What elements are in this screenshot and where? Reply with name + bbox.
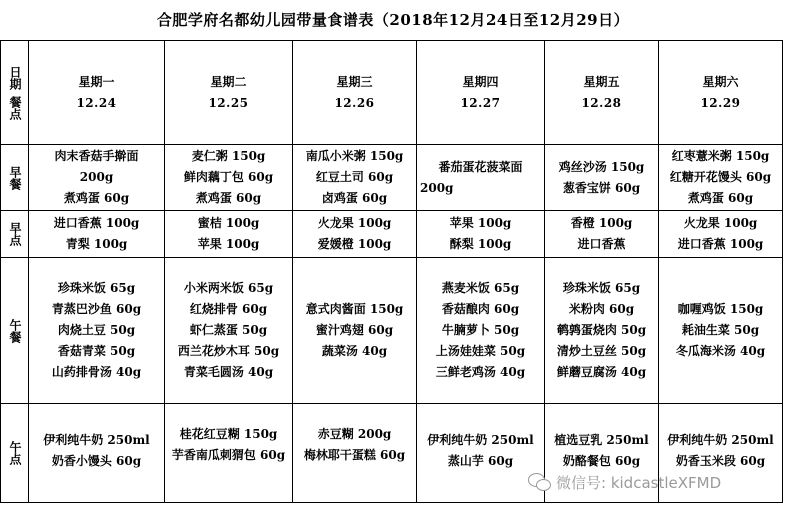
menu-item: 红烧排骨 60g (189, 302, 268, 316)
menu-item: 植选豆乳 250ml (554, 433, 649, 447)
day-name: 星期五 (583, 74, 620, 89)
menu-cell (417, 404, 545, 503)
day-header (29, 41, 165, 145)
menu-item: 鸡丝沙汤 150g (558, 159, 645, 174)
menu-item: 火龙果 100g (683, 216, 758, 230)
menu-cell (545, 211, 659, 258)
menu-item: 小米两米饭 65g (183, 281, 274, 295)
day-name: 星期一 (78, 74, 115, 89)
menu-item: 蒸山芋 60g (447, 454, 514, 468)
meal-label: 午餐 (1, 258, 29, 404)
menu-item: 奶香玉米段 60g (675, 454, 766, 468)
menu-item: 香菇青菜 50g (57, 344, 136, 358)
day-date: 12.28 (581, 95, 622, 110)
day-header (545, 41, 659, 145)
watermark-text: 微信号: kidcastleXFMD (556, 473, 722, 492)
menu-item: 肉末香菇手擀面 (54, 149, 139, 163)
menu-cell (29, 258, 165, 404)
menu-item: 青蒸巴沙鱼 60g (51, 302, 142, 316)
menu-item: 麦仁粥 150g (191, 149, 266, 163)
menu-cell (293, 404, 417, 503)
menu-item: 苹果 100g (197, 237, 260, 251)
menu-item: 肉烧土豆 50g (57, 323, 136, 337)
meal-row-morning-snack (1, 211, 783, 258)
header-meal-label: 餐点 (8, 95, 22, 120)
wechat-watermark (528, 470, 778, 494)
menu-item: 进口香蕉 100g (53, 216, 140, 230)
menu-item: 牛腩萝卜 50g (441, 323, 520, 337)
day-date: 12.26 (334, 95, 375, 110)
day-name: 星期二 (210, 74, 247, 89)
menu-cell (165, 258, 293, 404)
menu-item: 三鲜老鸡汤 40g (435, 365, 526, 379)
menu-item: 米粉肉 60g (568, 302, 635, 316)
menu-item: 桂花红豆糊 150g (179, 427, 278, 441)
day-date: 12.29 (700, 95, 741, 110)
menu-cell (659, 258, 783, 404)
menu-item: 珍珠米饭 65g (562, 281, 641, 295)
menu-cell (29, 211, 165, 258)
header-date-label: 日期 (8, 65, 22, 90)
menu-item: 上汤娃娃菜 50g (435, 344, 526, 358)
menu-item: 葱香宝饼 60g (562, 180, 641, 195)
menu-item: 燕麦米饭 65g (441, 281, 520, 295)
page-title: 合肥学府名都幼儿园带量食谱表（2018年12月24日至12月29日） (156, 11, 630, 29)
menu-item: 珍珠米饭 65g (57, 281, 136, 295)
menu-item: 进口香蕉 100g (677, 237, 764, 251)
menu-cell (29, 404, 165, 503)
menu-item: 卤鸡蛋 60g (321, 191, 388, 205)
menu-item: 红糖开花馒头 60g (669, 170, 772, 184)
menu-cell (293, 258, 417, 404)
menu-item: 伊利纯牛奶 250ml (43, 433, 150, 447)
menu-item: 芋香南瓜刺猬包 60g (171, 448, 286, 462)
menu-item: 红枣薏米粥 150g (671, 149, 770, 163)
menu-cell (417, 211, 545, 258)
menu-item: 蜜桔 100g (197, 216, 260, 230)
menu-table (0, 40, 783, 503)
menu-item: 耗油生菜 50g (681, 323, 760, 337)
menu-cell (417, 258, 545, 404)
menu-cell (29, 145, 165, 211)
menu-item: 香菇酿肉 60g (441, 302, 520, 316)
menu-item: 鲜蘑豆腐汤 40g (556, 365, 647, 379)
menu-item: 酥梨 100g (449, 237, 512, 251)
menu-item: 南瓜小米粥 150g (305, 149, 404, 163)
menu-item: 青梨 100g (65, 237, 128, 251)
menu-cell (165, 211, 293, 258)
menu-item: 火龙果 100g (317, 216, 392, 230)
menu-item: 青菜毛圆汤 40g (183, 365, 274, 379)
menu-item: 蔬菜汤 40g (321, 344, 388, 358)
menu-item: 虾仁蒸蛋 50g (189, 323, 268, 337)
menu-item: 鲜肉藕丁包 60g (183, 170, 274, 184)
day-header (417, 41, 545, 145)
menu-item: 赤豆糊 200g (317, 427, 392, 441)
menu-cell (417, 145, 545, 211)
menu-item: 伊利纯牛奶 250ml (667, 433, 774, 447)
menu-item: 冬瓜海米汤 40g (675, 344, 766, 358)
menu-item: 进口香蕉 (577, 237, 626, 251)
menu-item: 伊利纯牛奶 250ml (427, 433, 534, 447)
menu-item: 煮鸡蛋 60g (63, 191, 130, 205)
menu-cell (293, 211, 417, 258)
meal-label: 早点 (1, 211, 29, 258)
header-row (1, 41, 783, 145)
day-name: 星期四 (462, 74, 499, 89)
menu-item: 西兰花炒木耳 50g (177, 344, 280, 358)
menu-cell (165, 404, 293, 503)
menu-item: 咖喱鸡饭 150g (677, 302, 764, 316)
menu-item: 番茄蛋花菠菜面 (438, 159, 523, 174)
menu-item: 梅林耶干蛋糕 60g (303, 448, 406, 462)
meal-row-breakfast (1, 145, 783, 211)
menu-item: 200g (420, 180, 454, 195)
day-header (165, 41, 293, 145)
meal-label: 午点 (1, 404, 29, 503)
day-date: 12.25 (208, 95, 249, 110)
meal-row-lunch (1, 258, 783, 404)
menu-item: 爱媛橙 100g (317, 237, 392, 251)
day-name: 星期六 (702, 74, 739, 89)
day-name: 星期三 (336, 74, 373, 89)
menu-item: 200g (79, 170, 114, 184)
menu-cell (545, 145, 659, 211)
menu-item: 清炒土豆丝 50g (556, 344, 647, 358)
menu-item: 奶酪餐包 60g (562, 454, 641, 468)
menu-cell (545, 258, 659, 404)
menu-item: 苹果 100g (449, 216, 512, 230)
menu-item: 山药排骨汤 40g (51, 365, 142, 379)
day-header (293, 41, 417, 145)
date-meal-header (1, 41, 29, 145)
menu-cell (165, 145, 293, 211)
menu-item: 煮鸡蛋 60g (687, 191, 754, 205)
menu-item: 鹌鹑蛋烧肉 50g (556, 323, 647, 337)
menu-item: 奶香小馒头 60g (51, 454, 142, 468)
menu-cell (659, 145, 783, 211)
menu-item: 蜜汁鸡翅 60g (315, 323, 394, 337)
menu-item: 红豆土司 60g (315, 170, 394, 184)
day-date: 12.27 (460, 95, 501, 110)
menu-cell (659, 211, 783, 258)
menu-item: 香橙 100g (570, 216, 633, 230)
menu-item: 煮鸡蛋 60g (195, 191, 262, 205)
menu-cell (293, 145, 417, 211)
wechat-icon (528, 473, 550, 491)
meal-label: 早餐 (1, 145, 29, 211)
menu-item: 意式肉酱面 150g (305, 302, 404, 316)
day-header (659, 41, 783, 145)
day-date: 12.24 (76, 95, 117, 110)
